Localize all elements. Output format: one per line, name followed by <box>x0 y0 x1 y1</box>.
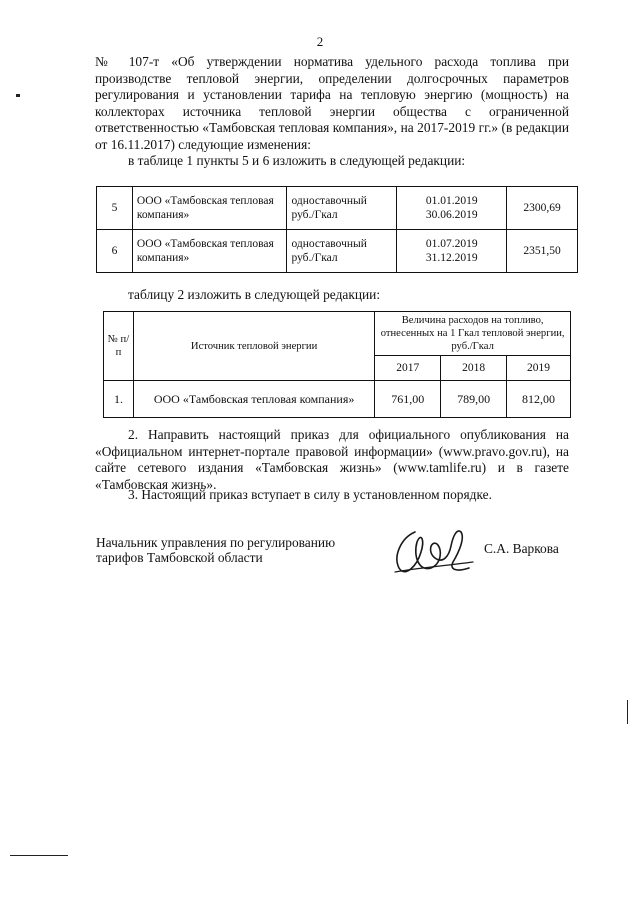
tariff-value-cell: 2351,50 <box>507 230 578 273</box>
period-end: 31.12.2019 <box>425 252 478 264</box>
table-row <box>97 230 578 273</box>
page-number: 2 <box>316 34 324 49</box>
signatory-name: С.А. Варкова <box>484 541 559 556</box>
year-header: 2019 <box>507 356 571 381</box>
period-start: 01.01.2019 <box>425 195 478 207</box>
period-cell <box>397 187 507 230</box>
tariff-type-cell: одноставочный руб./Гкал <box>287 187 397 230</box>
scan-mark <box>627 700 628 724</box>
item-2-paragraph: 2. Направить настоящий приказ для официального опубликования на «Официальном интернет-портале правовой информации» (www.pravo.gov.ru), на сайте сетевого издания «Тамбовская жизнь» (www.tamlife.ru) и в газете «Тамбовская жизнь». <box>95 427 569 492</box>
table-row <box>97 187 578 230</box>
row-number: 6 <box>97 230 133 273</box>
item-3-paragraph: 3. Настоящий приказ вступает в силу в установленном порядке. <box>128 487 492 502</box>
value-cell: 812,00 <box>507 381 571 418</box>
value-cell: 761,00 <box>375 381 441 418</box>
signatory-title-line-1: Начальник управления по регулированию <box>96 535 336 550</box>
header-fuel-cost: Величина расходов на топливо, отнесенных на 1 Гкал тепловой энергии, руб./Гкал <box>375 312 571 356</box>
intro-paragraph: № 107-т «Об утверждении норматива удельного расхода топлива при производстве тепловой энергии, определении долгосрочных параметров регулирования и установлении тарифа на тепловую энергию (мощность) на коллекторах источника тепловой энергии общества с ограниченной ответственностью «Тамбовская тепловая компания», на 2017-2019 гг.» (в редакции от 16.11.2017) следующие изменения: <box>95 54 569 152</box>
table-2 <box>103 311 571 418</box>
table1-intro: в таблице 1 пункты 5 и 6 изложить в следующей редакции: <box>128 153 466 168</box>
handwritten-signature <box>387 522 479 580</box>
year-header: 2018 <box>441 356 507 381</box>
table2-intro: таблицу 2 изложить в следующей редакции: <box>128 287 381 302</box>
value-cell: 789,00 <box>441 381 507 418</box>
tariff-type-cell: одноставочный руб./Гкал <box>287 230 397 273</box>
scan-mark <box>16 94 20 97</box>
header-number: № п/п <box>104 312 134 381</box>
signatory-title-line-2: тарифов Тамбовской области <box>96 550 263 565</box>
period-cell <box>397 230 507 273</box>
table-row <box>104 381 571 418</box>
tariff-value-cell: 2300,69 <box>507 187 578 230</box>
header-source: Источник тепловой энергии <box>133 312 374 381</box>
scan-mark <box>10 855 68 856</box>
period-start: 01.07.2019 <box>425 238 478 250</box>
organization-cell: ООО «Тамбовская тепловая компания» <box>132 187 287 230</box>
organization-cell: ООО «Тамбовская тепловая компания» <box>132 230 287 273</box>
table-header-row <box>104 312 571 356</box>
signatory-title <box>96 535 335 565</box>
row-number: 5 <box>97 187 133 230</box>
period-end: 30.06.2019 <box>425 209 478 221</box>
row-number: 1. <box>104 381 134 418</box>
year-header: 2017 <box>375 356 441 381</box>
source-cell: ООО «Тамбовская тепловая компания» <box>133 381 374 418</box>
table-1 <box>96 186 578 273</box>
